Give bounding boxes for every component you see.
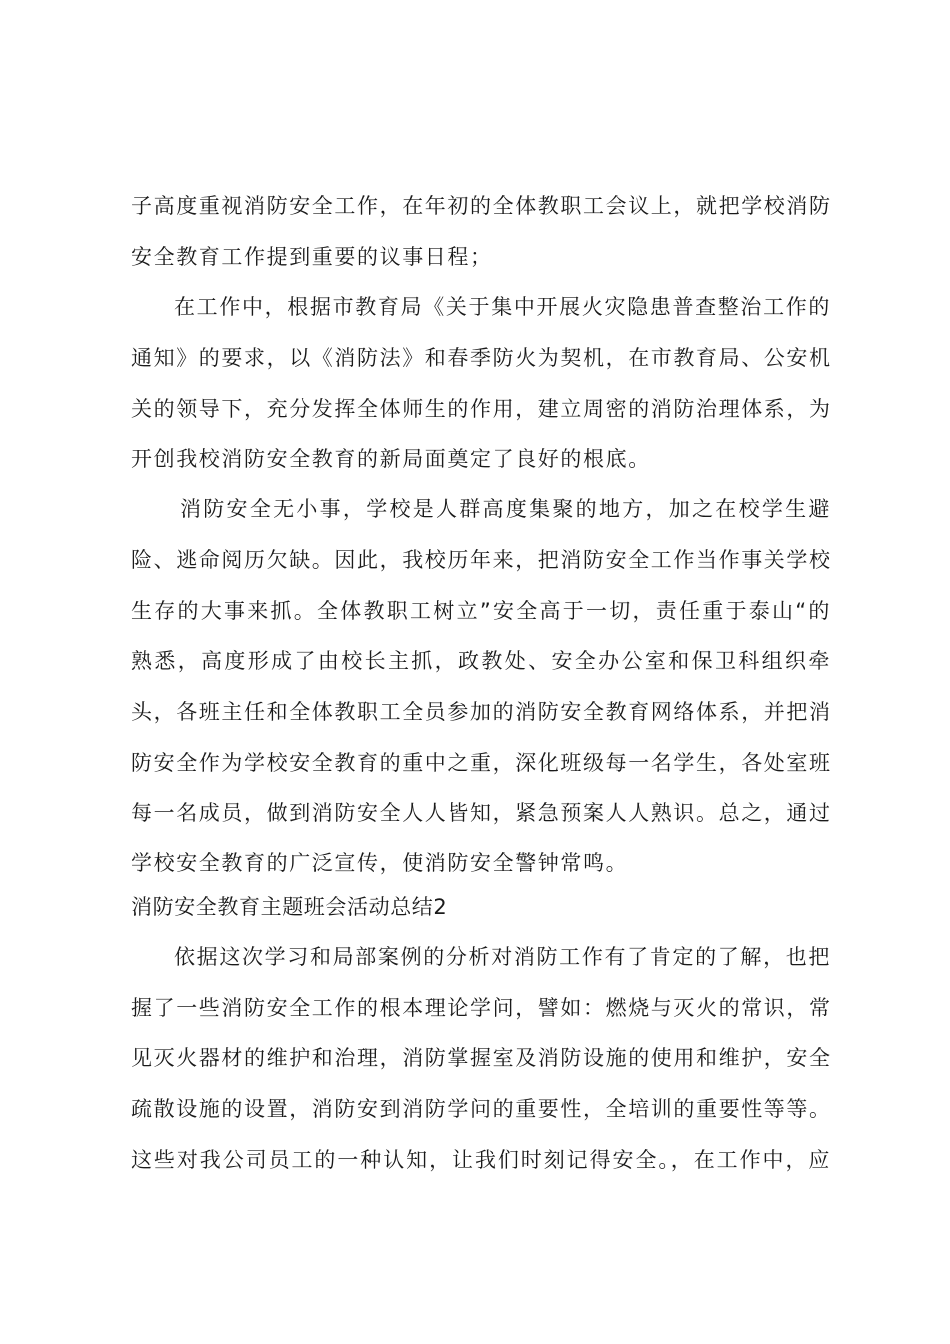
text-line: 疏散设施的设置，消防安到消防学问的重要性，全培训的重要性等等。: [131, 1097, 832, 1121]
text-line: 开创我校消防安全教育的新局面奠定了良好的根底。: [131, 447, 651, 471]
text-line: 在工作中，根据市教育局《关于集中开展火灾隐患普查整治工作的: [174, 295, 831, 319]
text-line: 生存的大事来抓。全体教职工树立”安全高于一切，责任重于泰山“的: [131, 599, 831, 623]
text-line: 头，各班主任和全体教职工全员参加的消防安全教育网络体系，并把消: [131, 700, 832, 724]
text-line: 消防安全无小事，学校是人群高度集聚的地方，加之在校学生避: [180, 497, 831, 521]
text-line: 熟悉，高度形成了由校长主抓，政教处、安全办公室和保卫科组织牵: [131, 649, 831, 673]
text-line: 通知》的要求，以《消防法》和春季防火为契机，在市教育局、公安机: [131, 346, 832, 370]
text-line: 安全教育工作提到重要的议事日程；: [131, 245, 493, 269]
text-line: 见灭火器材的维护和治理，消防掌握室及消防设施的使用和维护，安全: [131, 1046, 832, 1070]
text-line: 握了一些消防安全工作的根本理论学问，譬如：燃烧与灭火的常识，常: [131, 996, 832, 1020]
text-line: 防安全作为学校安全教育的重中之重，深化班级每一名学生，各处室班: [131, 751, 832, 775]
text-line: 险、逃命阅历欠缺。因此，我校历年来，把消防安全工作当作事关学校: [131, 548, 832, 572]
section-heading: 消防安全教育主题班会活动总结2: [131, 895, 448, 919]
text-line: 每一名成员，做到消防安全人人皆知，紧急预案人人熟识。总之，通过: [131, 801, 832, 825]
text-line: 学校安全教育的广泛宣传，使消防安全警钟常鸣。: [131, 851, 629, 875]
text-line: 关的领导下，充分发挥全体师生的作用，建立周密的消防治理体系，为: [131, 397, 832, 421]
text-line: 子高度重视消防安全工作，在年初的全体教职工会议上，就把学校消防: [131, 194, 832, 218]
text-line: 依据这次学习和局部案例的分析对消防工作有了肯定的了解，也把: [174, 945, 831, 969]
text-line: 这些对我公司员工的一种认知，让我们时刻记得安全。，在工作中，应: [131, 1148, 831, 1172]
